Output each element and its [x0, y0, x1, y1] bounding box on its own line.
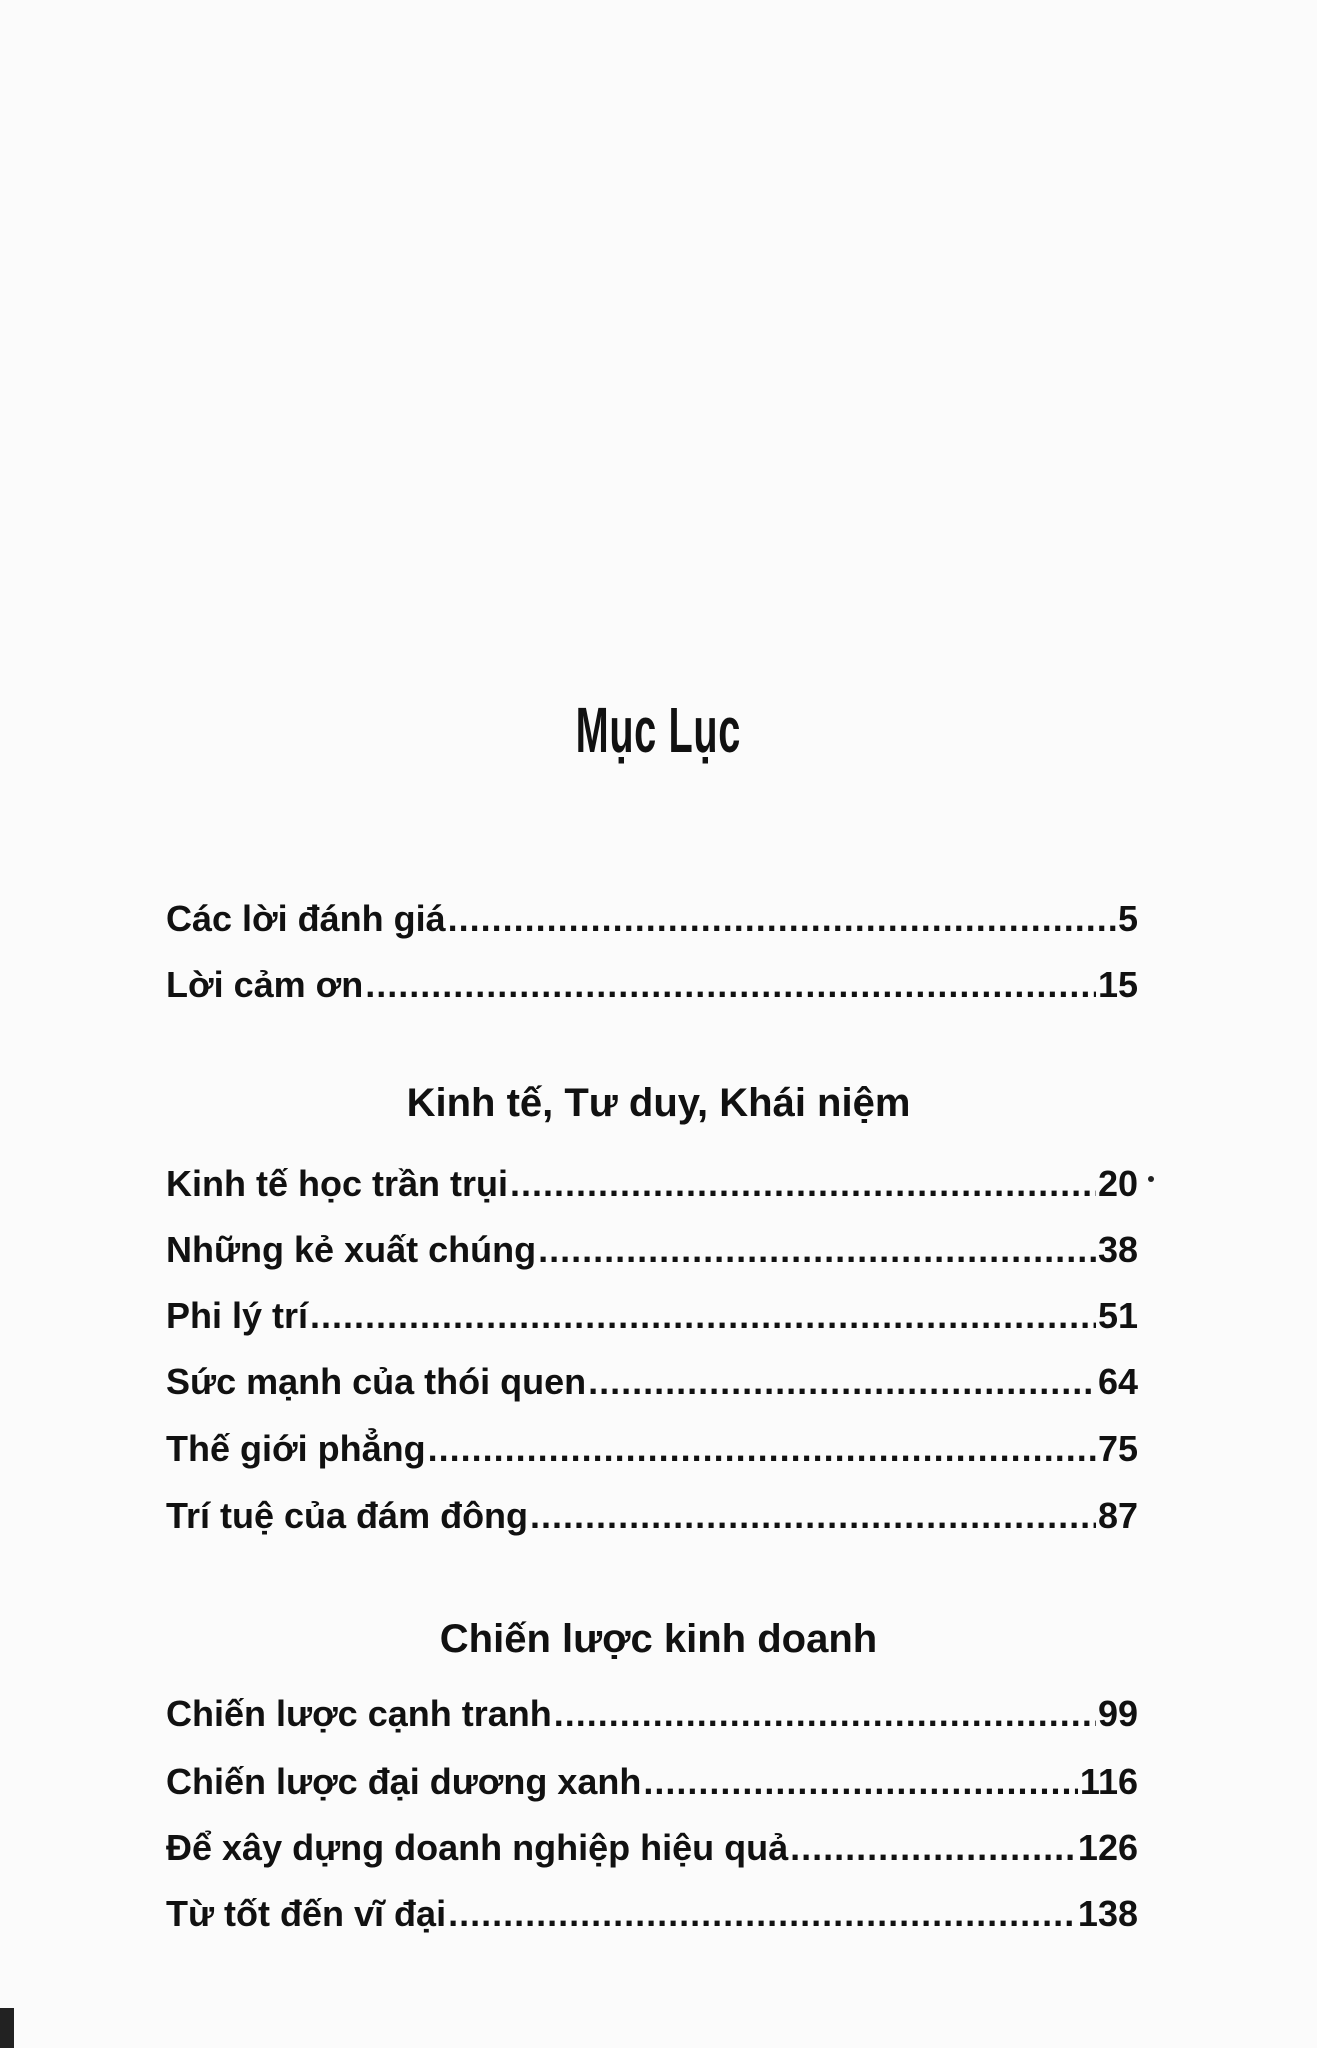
toc-entry [166, 1492, 1138, 1540]
toc-entry [166, 1758, 1138, 1806]
toc-entry [166, 1226, 1138, 1274]
dot-leader [538, 1226, 1096, 1274]
page-title [0, 690, 1317, 770]
toc-entry-label: Những kẻ xuất chúng [166, 1229, 537, 1270]
toc-entry [166, 1292, 1138, 1340]
dot-leader [530, 1492, 1096, 1540]
toc-entry-page: 20 [1097, 1163, 1138, 1204]
toc-entry-page: 87 [1097, 1495, 1138, 1536]
dot-leader [365, 961, 1096, 1009]
dot-leader [428, 1425, 1096, 1473]
toc-entry-page: 116 [1079, 1761, 1138, 1802]
toc-entry [166, 895, 1138, 943]
section-heading: Chiến lược kinh doanh [439, 1617, 878, 1661]
section-heading: Kinh tế, Tư duy, Khái niệm [406, 1081, 911, 1125]
toc-entry-page: 5 [1117, 898, 1138, 939]
toc-entry-label: Thế giới phẳng [166, 1428, 426, 1469]
toc-entry [166, 1824, 1138, 1872]
toc-entry-page: 64 [1097, 1361, 1138, 1402]
dot-leader [310, 1292, 1096, 1340]
dot-leader [643, 1758, 1078, 1806]
toc-entry-page: 99 [1097, 1693, 1138, 1734]
toc-entry [166, 961, 1138, 1009]
toc-entry [166, 1358, 1138, 1406]
dot-leader [448, 895, 1116, 943]
dot-leader [448, 1890, 1076, 1938]
page-title-text: Mục Lục [575, 694, 742, 766]
page-edge-shadow [0, 2008, 14, 2048]
toc-entry-label: Sức mạnh của thói quen [166, 1361, 587, 1402]
toc-entry-page: 126 [1077, 1827, 1138, 1868]
toc-entry-label: Để xây dựng doanh nghiệp hiệu quả [166, 1827, 789, 1868]
ink-speck [1148, 1176, 1154, 1182]
toc-entry-label: Trí tuệ của đám đông [166, 1495, 529, 1536]
toc-entry-page: 75 [1097, 1428, 1138, 1469]
toc-entry-label: Phi lý trí [166, 1295, 309, 1336]
toc-entry [166, 1425, 1138, 1473]
toc-entry-label: Lời cảm ơn [166, 964, 364, 1005]
toc-entry-page: 51 [1097, 1295, 1138, 1336]
dot-leader [554, 1690, 1096, 1738]
toc-entry-page: 38 [1097, 1229, 1138, 1270]
dot-leader [790, 1824, 1076, 1872]
toc-entry-label: Từ tốt đến vĩ đại [166, 1893, 447, 1934]
toc-entry-label: Chiến lược đại dương xanh [166, 1761, 642, 1802]
toc-entry [166, 1160, 1138, 1208]
toc-entry [166, 1690, 1138, 1738]
toc-entry-label: Các lời đánh giá [166, 898, 446, 939]
dot-leader [588, 1358, 1096, 1406]
dot-leader [510, 1160, 1096, 1208]
toc-entry-label: Kinh tế học trần trụi [166, 1163, 508, 1204]
toc-entry [166, 1890, 1138, 1938]
toc-entry-page: 15 [1097, 964, 1138, 1005]
toc-entry-label: Chiến lược cạnh tranh [166, 1693, 552, 1734]
toc-entry-page: 138 [1077, 1893, 1138, 1934]
